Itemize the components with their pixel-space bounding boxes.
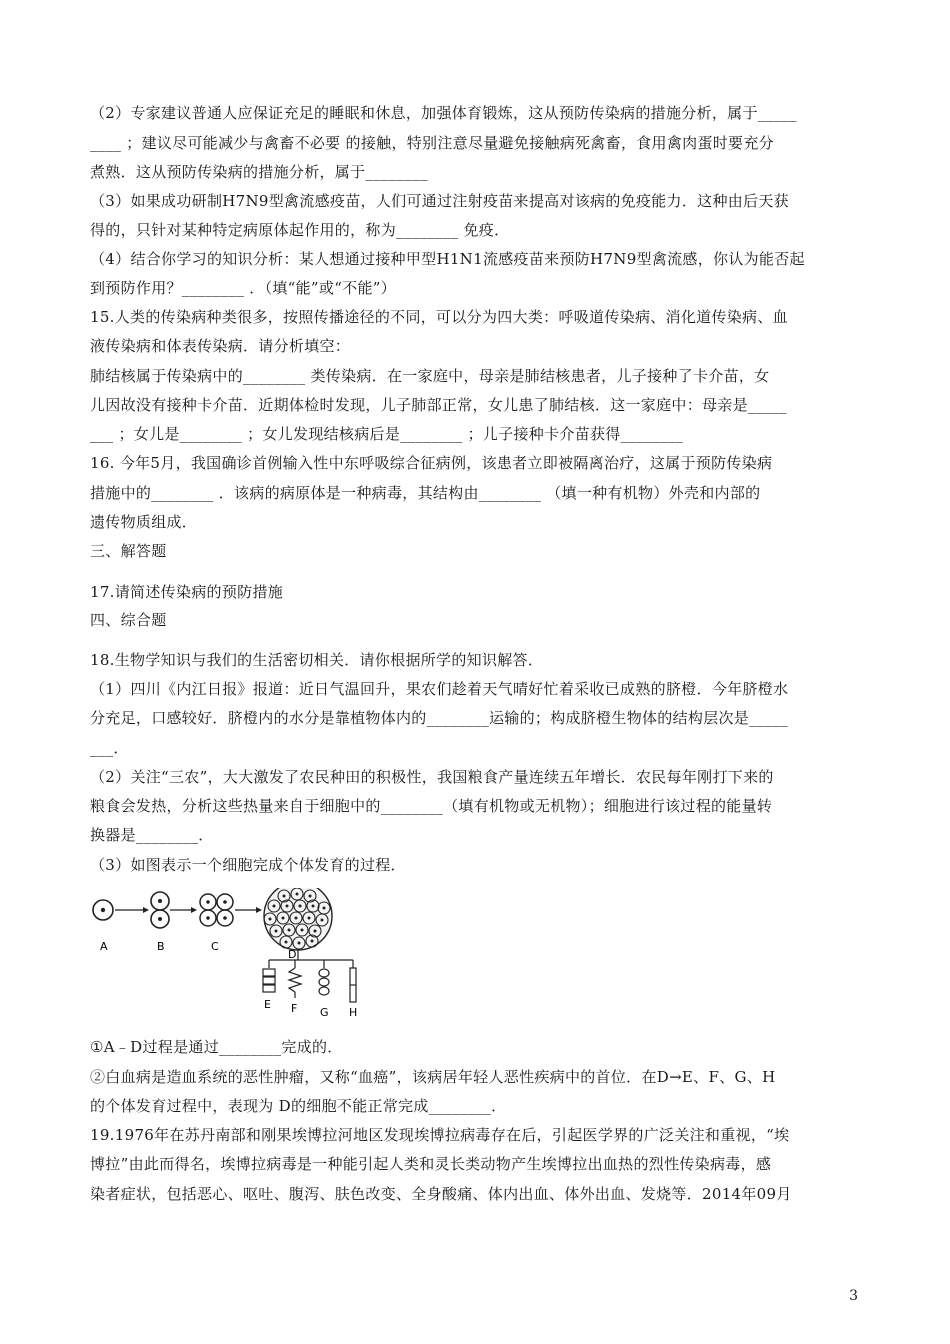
text-line: 博拉”由此而得名，埃博拉病毒是一种能引起人类和灵长类动物产生埃博拉出血热的烈性传染病毒，感 <box>90 1155 772 1173</box>
label-e: E <box>264 998 271 1011</box>
label-b: B <box>157 940 165 953</box>
text-line: 到预防作用？________ ．（填“能”或“不能”） <box>90 279 397 297</box>
tissue-g-icon <box>319 969 329 995</box>
tissue-e-icon <box>263 969 275 992</box>
label-d: D <box>288 948 297 961</box>
text-line: 15.人类的传染病种类很多，按照传播途径的不同，可以分为四大类：呼吸道传染病、消化道传染病、血 <box>90 308 788 326</box>
text-line: （3）如图表示一个细胞完成个体发育的过程． <box>90 856 406 874</box>
text-line: 17.请简述传染病的预防措施 <box>90 583 284 601</box>
text-line: 染者症状，包括恶心、呕吐、腹泻、肤色改变、全身酸痛、体内出血、体外出血、发烧等．2014年09月 <box>90 1185 792 1203</box>
text-line: ②白血病是造血系统的恶性肿瘤，又称“血癌”，该病居年轻人恶性疾病中的首位．在D→E、F、G、H <box>90 1068 776 1086</box>
text-line: （4）结合你学习的知识分析：某人想通过接种甲型H1N1流感疫苗来预防H7N9型禽流感，你认为能否起 <box>90 250 805 268</box>
text-line: 遗传物质组成． <box>90 513 198 531</box>
text-line: 儿因故没有接种卡介苗．近期体检时发现，儿子肺部正常，女儿患了肺结核．这一家庭中：母亲是_____ <box>90 396 787 414</box>
section-heading: 三、解答题 <box>90 542 167 560</box>
text-line: （2）专家建议普通人应保证充足的睡眠和休息，加强体育锻炼，这从预防传染病的措施分析，属于_____ <box>90 104 797 122</box>
text-line: 肺结核属于传染病中的________ 类传染病．在一家庭中，母亲是肺结核患者，儿子接种了卡介苗，女 <box>90 367 770 385</box>
text-line: （3）如果成功研制H7N9型禽流感疫苗，人们可通过注射疫苗来提高对该病的免疫能力．这种由后天获 <box>90 192 789 210</box>
text-line: 粮食会发热，分析这些热量来自于细胞中的________（填有机物或无机物）；细胞进行该过程的能量转 <box>90 797 773 815</box>
label-g: G <box>320 1006 329 1019</box>
page-number: 3 <box>849 1288 858 1304</box>
cell-a-icon <box>93 900 113 920</box>
text-line: 措施中的________ ．该病的病原体是一种病毒，其结构由________ （填一种有机物）外壳和内部的 <box>90 484 761 502</box>
text-line: 液传染病和体表传染病．请分析填空： <box>90 337 351 355</box>
text-line: 分充足，口感较好．脐橙内的水分是靠植物体内的________运输的；构成脐橙生物体的结构层次是_____ <box>90 709 789 727</box>
label-a: A <box>100 940 108 953</box>
text-line: （1）四川《内江日报》报道：近日气温回升，果农们趁着天气晴好忙着采收已成熟的脐橙．今年脐橙水 <box>90 680 789 698</box>
text-line: （2）关注“三农”，大大激发了农民种田的积极性，我国粮食产量连续五年增长．农民每年刚打下来的 <box>90 768 774 786</box>
cell-d-mass-icon <box>264 888 332 950</box>
text-line: 16. 今年5月，我国确诊首例输入性中东呼吸综合征病例，该患者立即被隔离治疗，这属于预防传染病 <box>90 454 773 472</box>
tissue-f-icon <box>289 968 301 998</box>
label-c: C <box>211 940 219 953</box>
label-f: F <box>291 1002 298 1015</box>
cell-b-icon <box>151 892 169 928</box>
text-line: 19.1976年在苏丹南部和刚果埃博拉河地区发现埃博拉病毒存在后，引起医学界的广泛关注和重视，“埃 <box>90 1126 790 1144</box>
text-line: ___． <box>90 739 129 757</box>
cell-c-icon <box>200 894 233 926</box>
text-line: 煮熟．这从预防传染病的措施分析，属于________ <box>90 163 428 181</box>
text-line: ___ ；女儿是________ ；女儿发现结核病后是________ ；儿子接种卡介苗获得________ <box>90 425 684 443</box>
text-line: 18.生物学知识与我们的生活密切相关．请你根据所学的知识解答． <box>90 651 544 669</box>
cell-development-figure <box>88 888 388 1038</box>
tissue-h-icon <box>350 968 356 1002</box>
section-heading: 四、综合题 <box>90 611 167 629</box>
text-line: ①A﹣D过程是通过________完成的． <box>90 1038 343 1056</box>
text-line: 换器是________． <box>90 826 214 844</box>
text-line: 得的，只针对某种特定病原体起作用的，称为________ 免疫． <box>90 221 510 239</box>
text-line: ____ ；建议尽可能减少与禽畜不必要 的接触，特别注意尽量避免接触病死禽畜，食用禽肉蛋时要充分 <box>90 134 774 152</box>
text-line: 的个体发育过程中，表现为 D的细胞不能正常完成________． <box>90 1097 507 1115</box>
label-h: H <box>349 1006 358 1019</box>
